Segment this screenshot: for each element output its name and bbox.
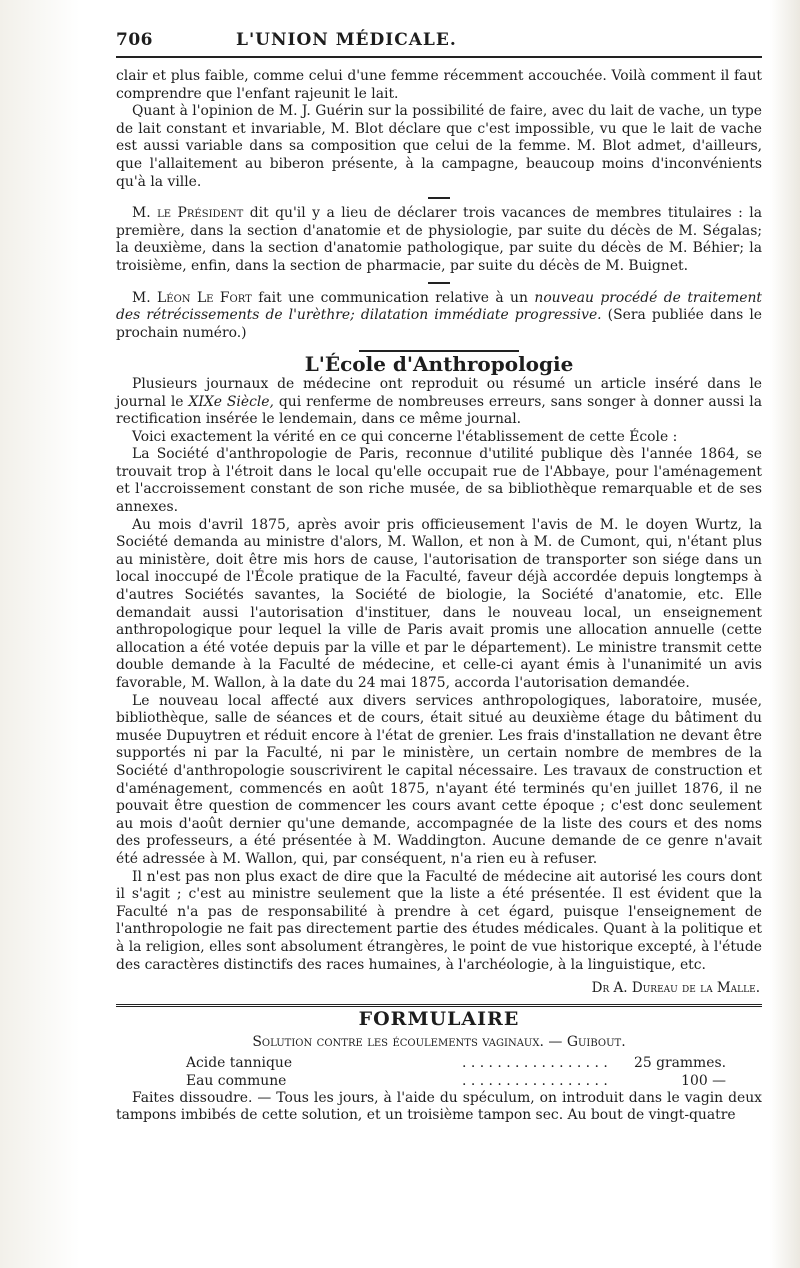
section-header [116, 350, 762, 377]
section-paragraph-1-text-end: qui renferme de nombreuses erreurs, sans songer à donner aussi la rectification insérée le lendemain, dans ce même journal. [116, 393, 762, 428]
separator-dash [428, 282, 450, 284]
newspaper-name: XIXe Siècle, [188, 393, 274, 410]
running-header [116, 30, 762, 58]
ingredient-row [186, 1054, 726, 1072]
author-signature: Dr A. Dureau de la Malle. [591, 980, 760, 997]
paragraph-continuation: clair et plus faible, comme celui d'une femme récemment accouchée. Voilà comment il faut comprendre que l'enfant rajeunit le lait. [116, 68, 762, 102]
section-paragraph-2: Voici exactement la vérité en ce qui concerne l'établissement de cette École : [132, 428, 678, 445]
paragraph-president [116, 205, 762, 275]
section-divider [116, 1004, 762, 1007]
paragraph-le-fort-note: (Sera publiée dans le prochain numéro.) [116, 307, 762, 341]
section-paragraph-4: Au mois d'avril 1875, après avoir pris officieusement l'avis de M. le doyen Wurtz, la Société demanda au ministre d'alors, M. Wallon, et non à M. de Cumont, qui, n'étant plus au ministère, doit être mis hors de cause, l'autorisation de transporter son siége dans un local inoccupé de l'École pratique de la Faculté, faveur déjà accordée depuis longtemps à d'autres Sociétés savantes, la Société de biologie, la Société d'anatomie, etc. Elle demandait aussi l'autorisation d'instituer, dans le nouveau local, un enseignement anthropologique pour lequel la ville de Paris avait promis une allocation annuelle (cette allocation a été votée depuis par la ville et par le département). Le ministre transmit cette double demande à la Faculté de médecine, et celle-ci ayant émis à l'unanimité un avis favorable, M. Wallon, à la date du 24 mai 1875, accorda l'autorisation demandée. [116, 516, 762, 691]
recipe-title: Solution contre les écoulements vaginaux. — Guibout. [252, 1034, 626, 1051]
section-title: L'École d'Anthropologie [304, 352, 574, 377]
formulaire-title: FORMULAIRE [358, 1007, 520, 1030]
journal-title: L'UNION MÉDICALE. [236, 30, 457, 50]
speaker-le-fort: M. Léon Le Fort [132, 289, 252, 306]
ingredient-list [186, 1054, 726, 1090]
section-paragraph-1 [116, 376, 762, 429]
recipe-instructions: Faites dissoudre. — Tous les jours, à l'aide du spéculum, on introduit dans le vagin deux tampons imbibés de cette solution, et un troisième tampon sec. Au bout de vingt-quatre [116, 1089, 762, 1124]
ingredient-quantity: 25 grammes. [633, 1054, 726, 1071]
separator-dash [428, 197, 450, 199]
ingredient-leader-dots: . . . . . . . . . . . . . . . . . [462, 1072, 608, 1089]
section-paragraph-1-text: Plusieurs journaux de médecine ont reproduit ou résumé un article inséré dans le journal le [116, 375, 762, 410]
ingredient-name: Acide tannique [186, 1054, 293, 1071]
paragraph-guerin-opinion: Quant à l'opinion de M. J. Guérin sur la possibilité de faire, avec du lait de vache, un type de lait constant et invariable, M. Blot déclare que c'est impossible, vu que le lait de vache est aussi variable dans sa composition que celui de la femme. M. Blot admet, d'ailleurs, que l'allaitement au biberon présente, à la campagne, beaucoup moins d'inconvénients qu'à la ville. [116, 103, 762, 190]
paragraph-le-fort-text: fait une communication relative à un [251, 289, 535, 306]
section-paragraph-5: Le nouveau local affecté aux divers services anthropologiques, laboratoire, musée, bibliothèque, salle de séances et de cours, était situé au deuxième étage du bâtiment du musée Dupuytren et réduit encore à l'état de grenier. Les frais d'installation ne devant être supportés ni par la Faculté, ni par le ministère, un certain nombre de membres de la Société d'anthropologie souscrivirent le capital nécessaire. Les travaux de construction et d'aménagement, commencés en août 1875, n'ayant été terminés qu'en juillet 1876, il ne pouvait être question de commencer les cours avant cette époque ; c'est donc seulement au mois d'août dernier qu'une demande, accompagnée de la liste des cours et des noms des professeurs, a été présentée à M. Waddington. Aucune demande de ce genre n'avait été adressée à M. Wallon, qui, par conséquent, n'a rien eu à refuser. [116, 692, 762, 867]
paragraph-le-fort [116, 290, 762, 343]
article-body [116, 68, 762, 1125]
section-paragraph-6: Il n'est pas non plus exact de dire que la Faculté de médecine ait autorisé les cours dont il s'agit ; c'est au ministre seulement que la liste a été présentée. Il est évident que la Faculté n'a pas de responsabilité à prendre à cet égard, puisque l'enseignement de l'anthropologie ne fait pas directement partie des études médicales. Quant à la politique et à la religion, elles sont absolument étrangères, le point de vue historique excepté, à l'étude des caractères distinctifs des races humaines, à l'archéologie, à la linguistique, etc. [116, 868, 762, 973]
communication-title: nouveau procédé de traitement des rétrécissements de l'urèthre; dilatation immédiate progressive. [116, 289, 762, 324]
ingredient-quantity: 100 — [681, 1072, 726, 1089]
page-number: 706 [116, 30, 153, 50]
ingredient-row [186, 1072, 726, 1090]
section-paragraph-3: La Société d'anthropologie de Paris, reconnue d'utilité publique dès l'année 1864, se trouvait trop à l'étroit dans le local qu'elle occupait rue de l'Abbaye, pour l'aménagement et l'accroissement constant de son riche musée, de sa bibliothèque remarquable et de ses annexes. [116, 446, 762, 516]
speaker-president: M. le Président [132, 205, 244, 222]
paragraph-president-text: dit qu'il y a lieu de déclarer trois vacances de membres titulaires : la première, dans la section d'anatomie et de physiologie, par suite du décès de M. Ségalas; la deuxième, dans la section d'anatomie pathologique, par suite du décès de M. Béhier; la troisième, enfin, dans la section de pharmacie, par suite du décès de M. Buignet. [116, 205, 762, 274]
ingredient-name: Eau commune [186, 1072, 287, 1089]
ingredient-leader-dots: . . . . . . . . . . . . . . . . . [462, 1054, 608, 1071]
